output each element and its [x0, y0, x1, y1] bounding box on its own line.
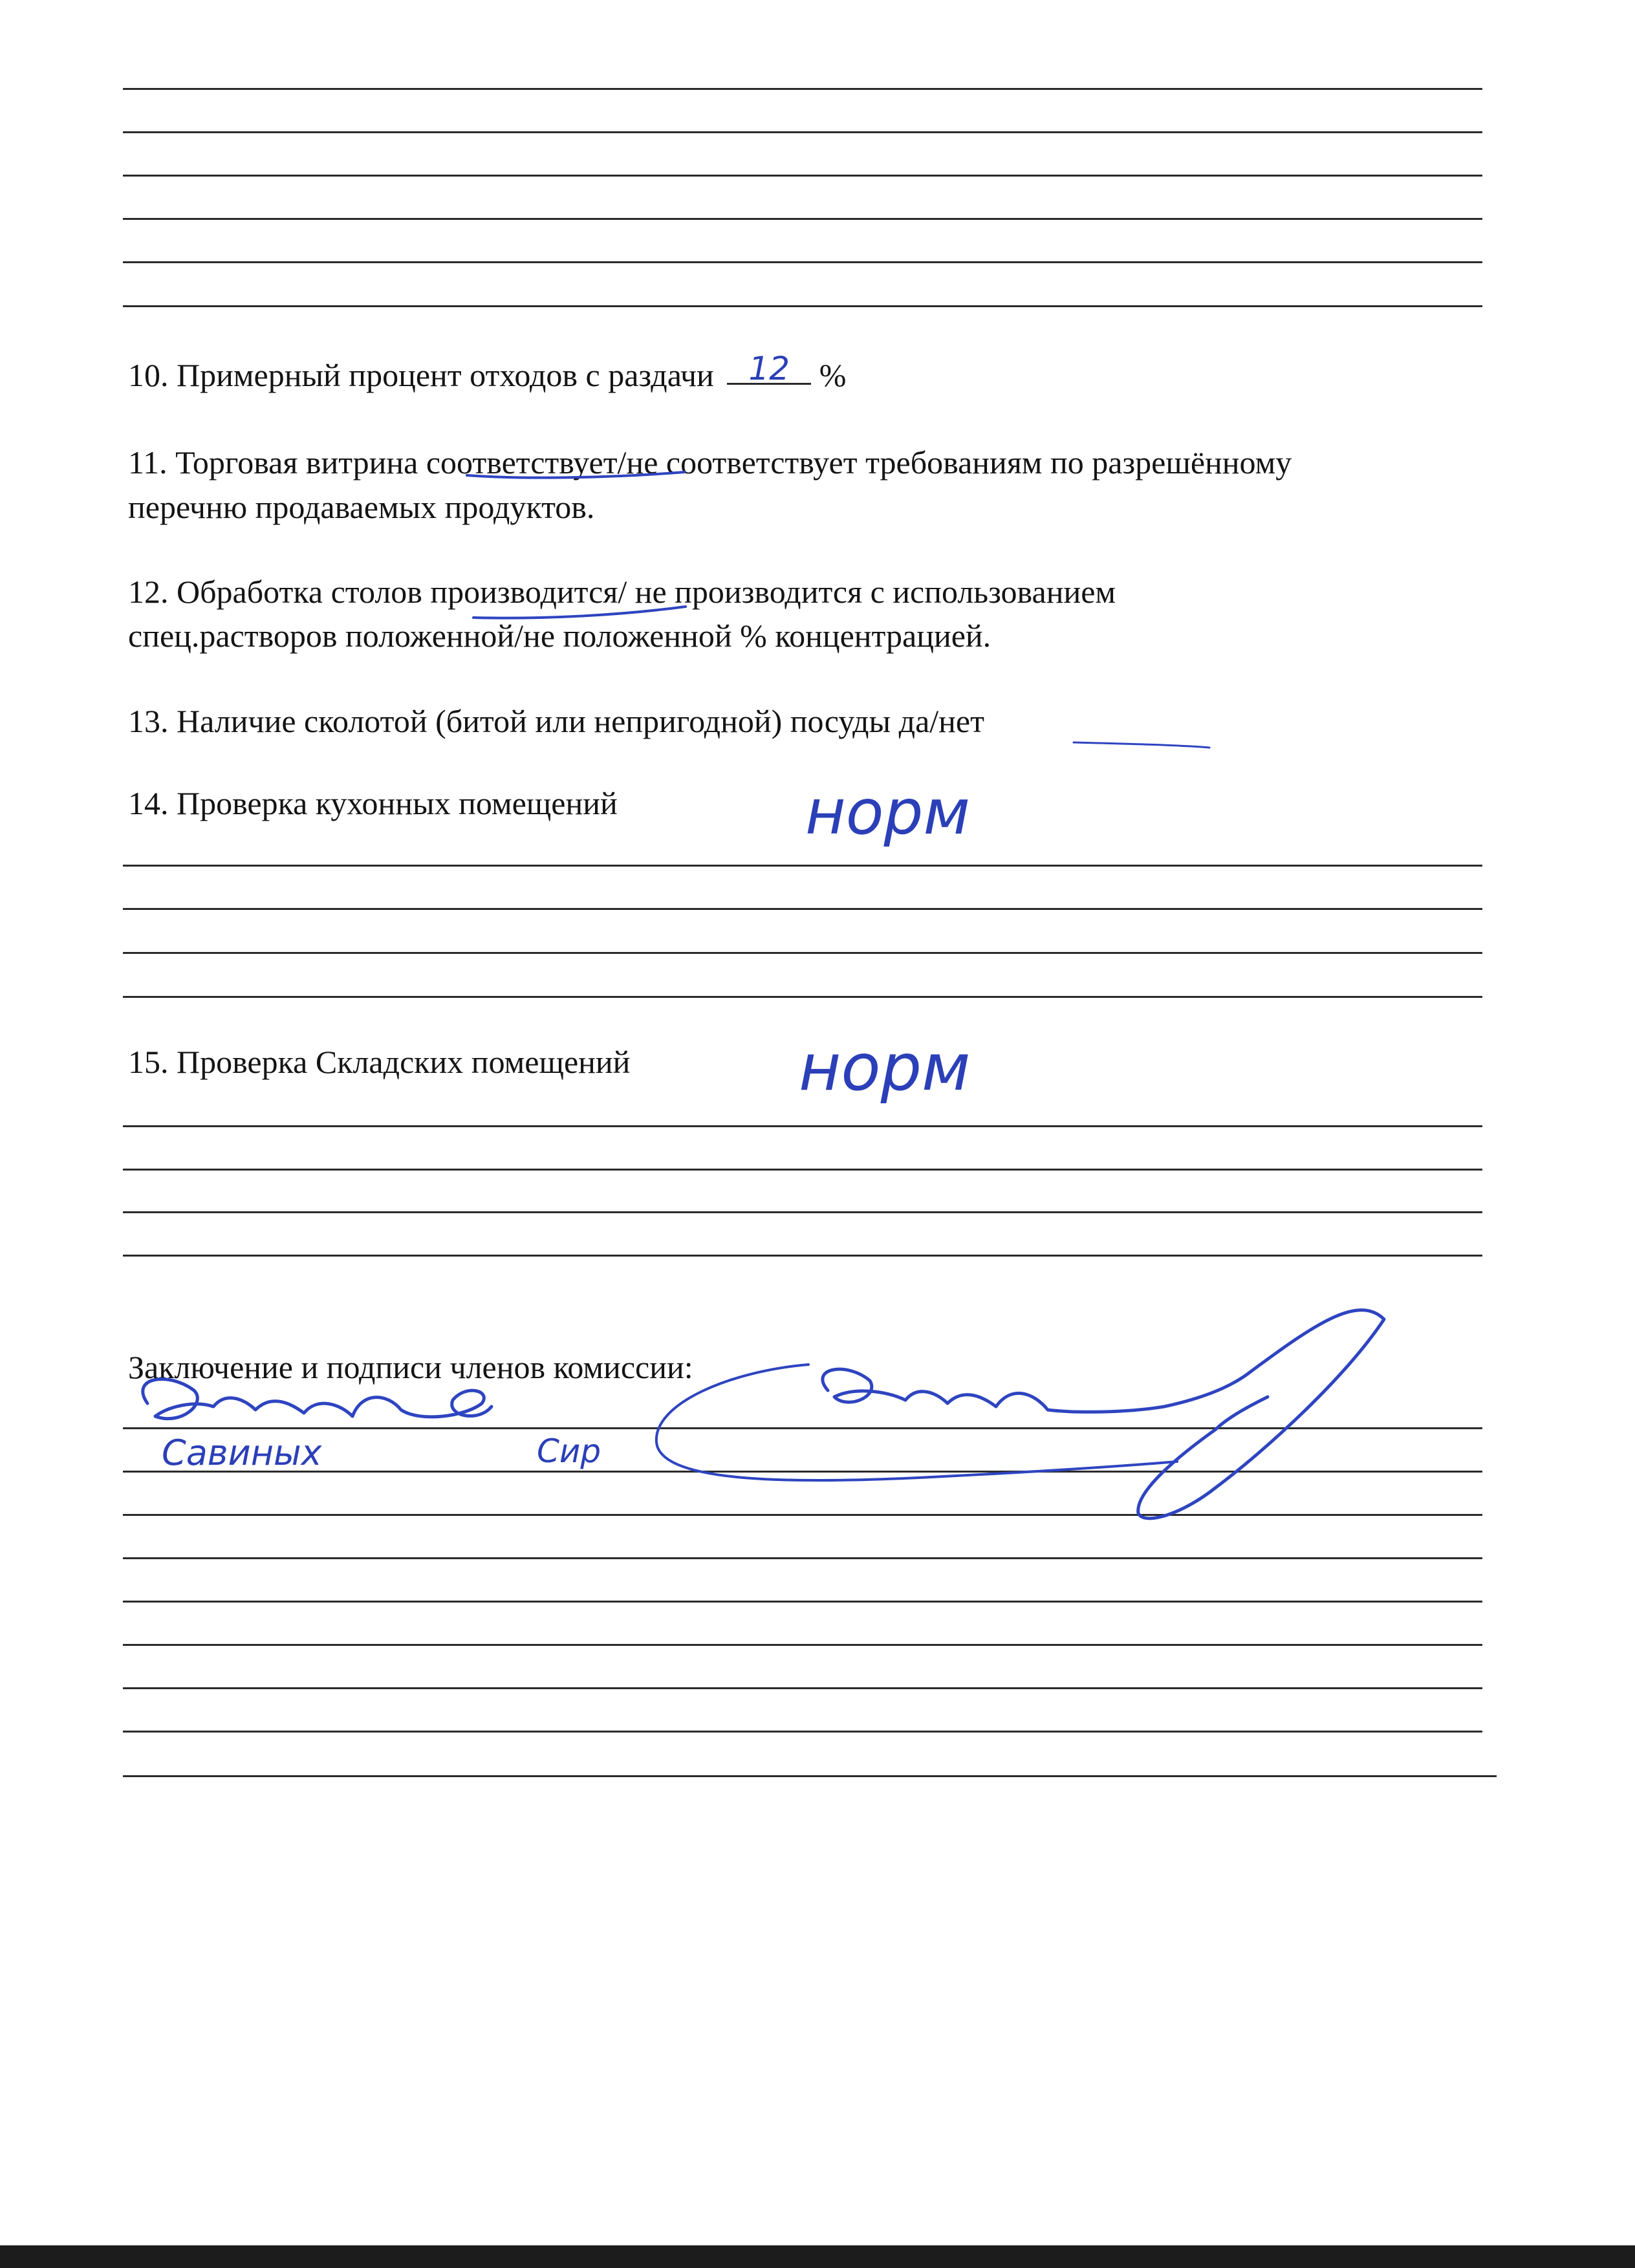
- item-13: 13. Наличие сколотой (битой или непригодной) посуды да/нет: [128, 703, 984, 739]
- percent-sign: %: [819, 357, 847, 393]
- item-11-line-1: 11. Торговая витрина соответствует/не соответствует требованиям по разрешённому: [128, 444, 1292, 481]
- signature-caption-sir: Сир: [537, 1432, 601, 1470]
- waste-percent-value: 12: [748, 350, 790, 387]
- item-15-handwritten-note: норм: [799, 1030, 971, 1105]
- selection-underline-item-12: [473, 607, 686, 618]
- item-14: 14. Проверка кухонных помещений: [128, 785, 618, 821]
- signature-caption-savinykh: Савиных: [162, 1432, 322, 1473]
- item-14-handwritten-note: норм: [805, 776, 970, 848]
- item-15: 15. Проверка Складских помещений: [128, 1044, 631, 1080]
- item-12-line-2: спец.растворов положенной/не положенной % концентрацией.: [128, 618, 991, 654]
- signature-2-loop: [656, 1365, 1177, 1480]
- signature-1: [143, 1379, 492, 1419]
- item-11-line-2: перечню продаваемых продуктов.: [128, 489, 595, 525]
- signature-2: [823, 1310, 1384, 1518]
- selection-underline-item-11: [467, 472, 684, 478]
- selection-underline-item-13: [1074, 742, 1209, 748]
- item-10-text: 10. Примерный процент отходов с раздачи: [128, 357, 714, 393]
- conclusion-label: Заключение и подписи членов комиссии:: [128, 1349, 693, 1385]
- scan-edge-bar: [0, 2245, 1635, 2268]
- item-12-line-1: 12. Обработка столов производится/ не производится с использованием: [128, 574, 1116, 610]
